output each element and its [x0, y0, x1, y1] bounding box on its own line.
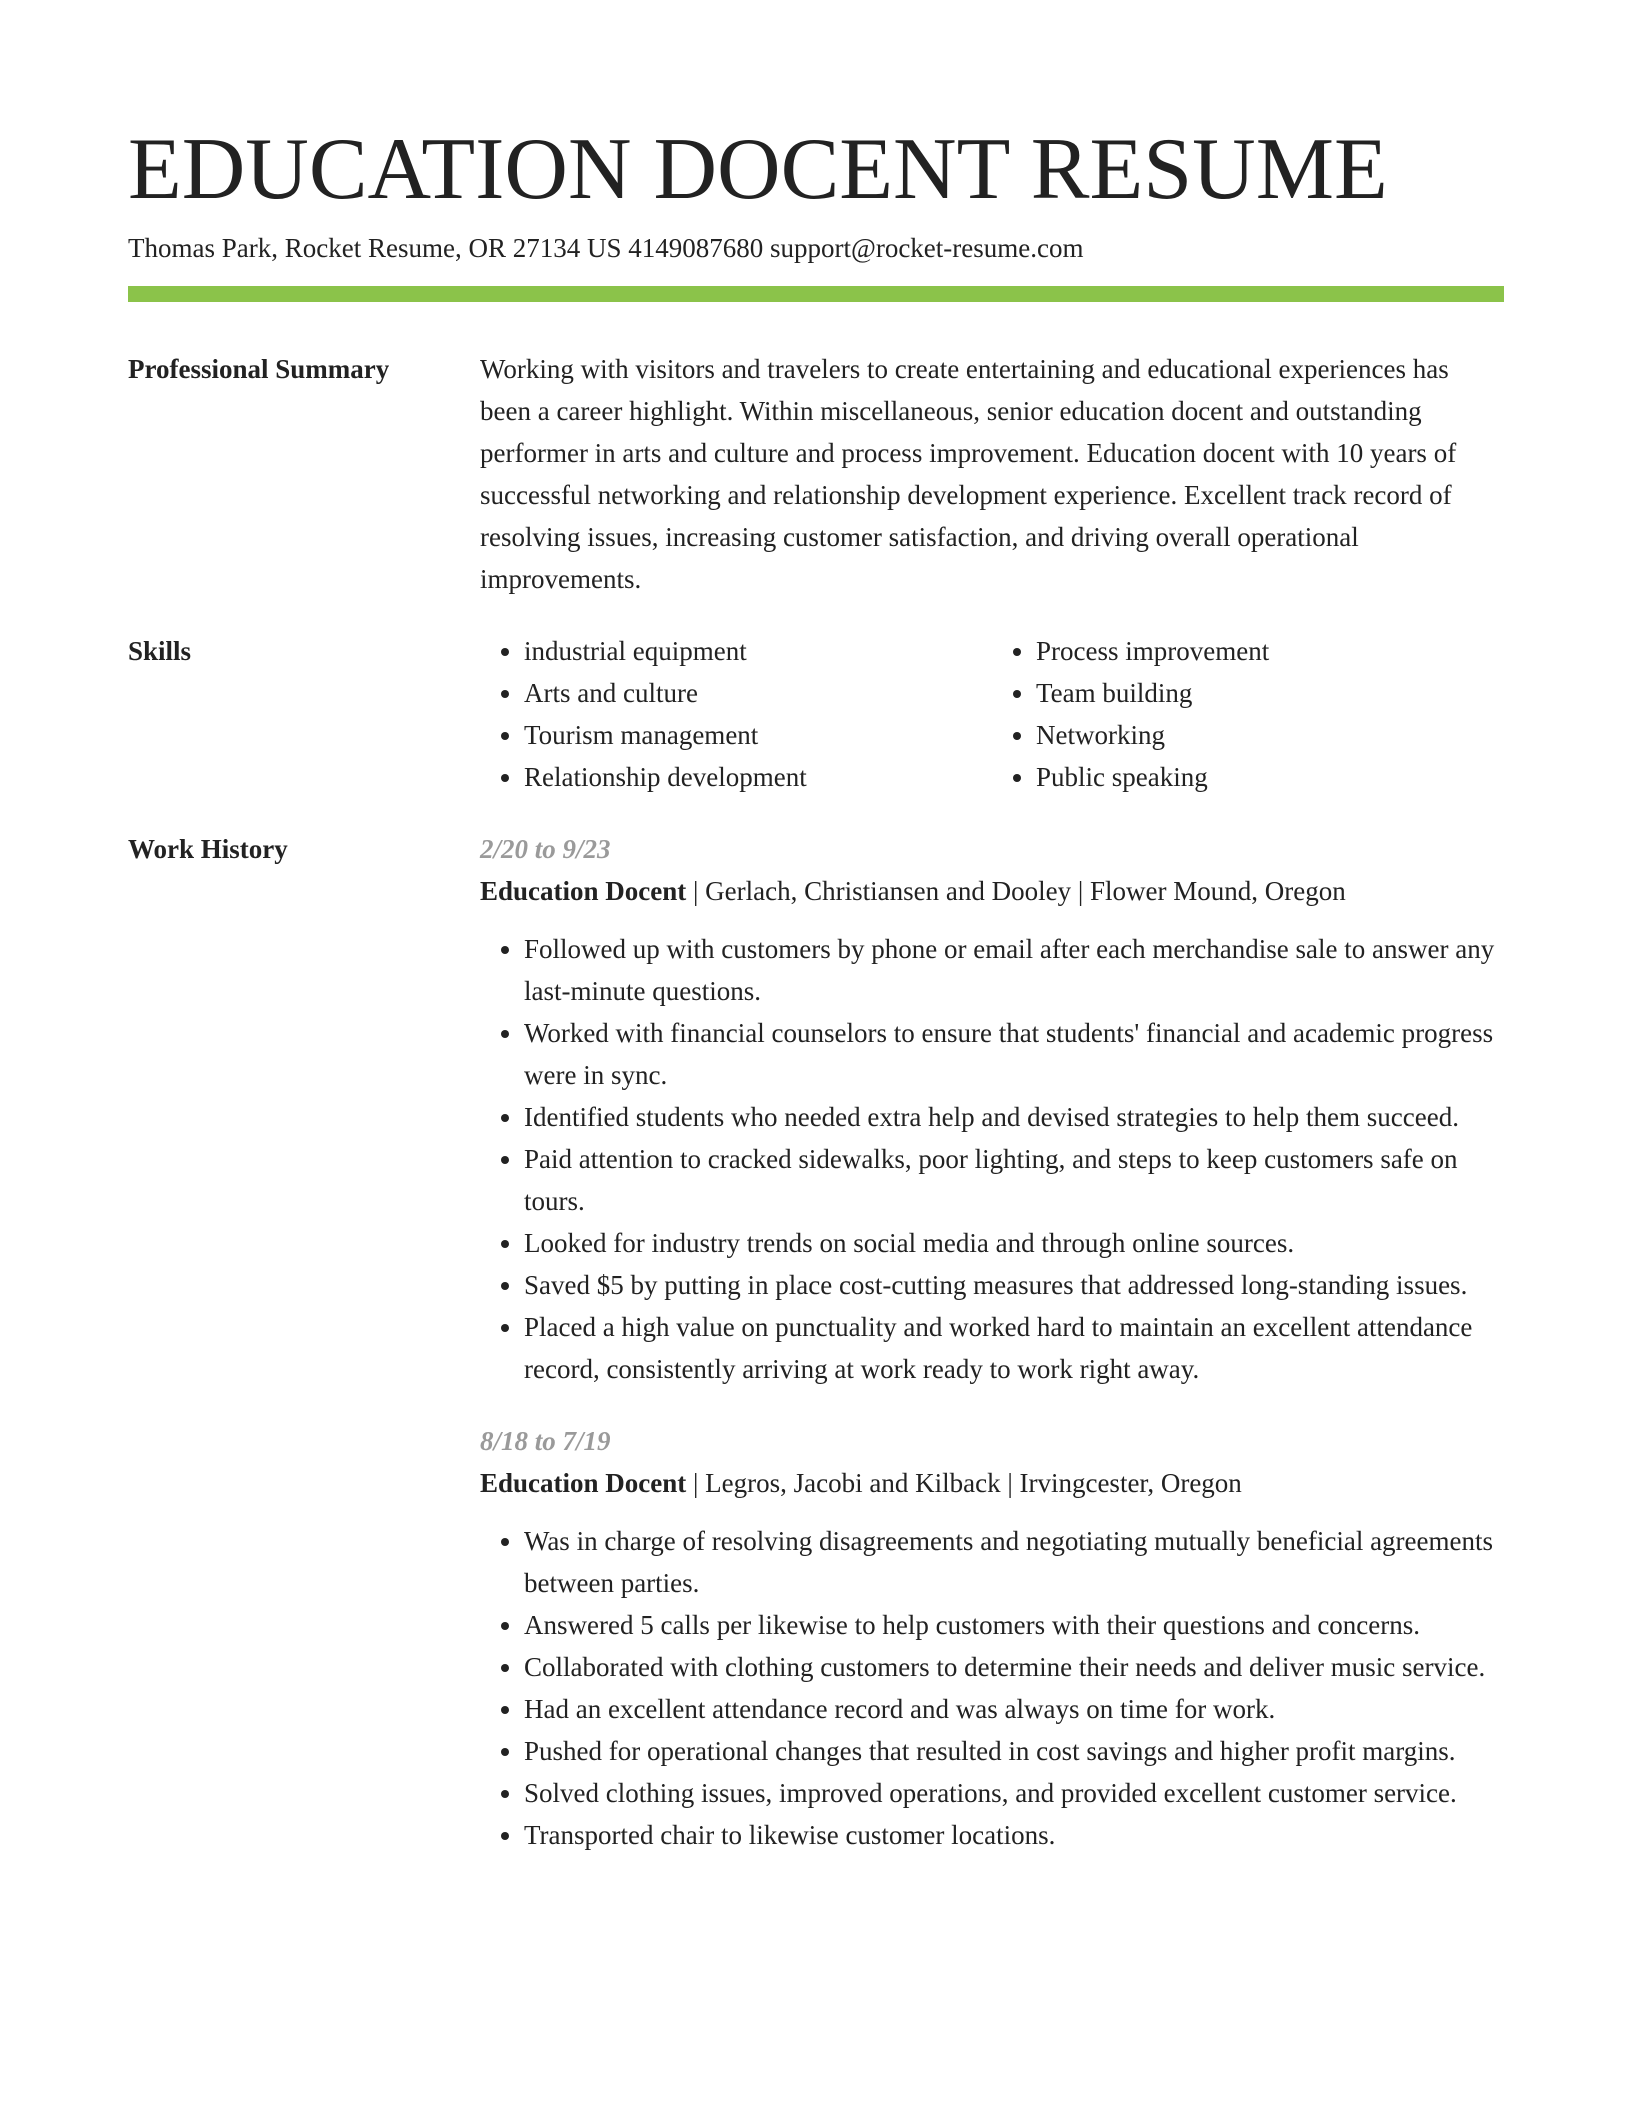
job-dates: 2/20 to 9/23	[480, 834, 611, 864]
skill-item: • Networking	[1036, 714, 1504, 756]
resume-title: EDUCATION DOCENT RESUME	[128, 121, 1388, 218]
job-bullet: • Placed a high value on punctuality and worked hard to maintain an excellent attendance record, consistently arriving at work ready to work right away.	[524, 1306, 1504, 1390]
skills-body	[480, 630, 1504, 798]
job-bullet: • Collaborated with clothing customers to determine their needs and deliver music service.	[524, 1646, 1504, 1688]
skill-item: • Arts and culture	[524, 672, 992, 714]
job-entry	[480, 828, 1504, 1390]
job-bullet: • Had an excellent attendance record and was always on time for work.	[524, 1688, 1504, 1730]
job-bullet: • Worked with financial counselors to ensure that students' financial and academic progress were in sync.	[524, 1012, 1504, 1096]
job-title: Education Docent	[480, 876, 687, 906]
job-bullet: • Paid attention to cracked sidewalks, poor lighting, and steps to keep customers safe on tours.	[524, 1138, 1504, 1222]
job-bullet: • Identified students who needed extra help and devised strategies to help them succeed.	[524, 1096, 1504, 1138]
skills-list-right	[992, 630, 1504, 798]
summary-text: Working with visitors and travelers to create entertaining and educational experiences has been a career highlight. Within miscellaneous, senior education docent and outstanding performer in arts and culture and process improvement. Education docent with 10 years of successful networking and relationship development experience. Excellent track record of resolving issues, increasing customer satisfaction, and driving overall operational improvements.	[480, 354, 1457, 594]
skill-item: • Process improvement	[1036, 630, 1504, 672]
job-bullet: • Pushed for operational changes that resulted in cost savings and higher profit margins.	[524, 1730, 1504, 1772]
skill-item: • Public speaking	[1036, 756, 1504, 798]
job-bullets	[480, 928, 1504, 1390]
job-details: | Gerlach, Christiansen and Dooley | Flower Mound, Oregon	[686, 876, 1346, 906]
summary-body	[480, 348, 1504, 600]
skill-item: • Tourism management	[524, 714, 992, 756]
work-heading: Work History	[128, 834, 288, 864]
skills-columns	[480, 630, 1504, 798]
job-title-line	[480, 1462, 1504, 1504]
job-bullet: • Transported chair to likewise customer locations.	[524, 1814, 1504, 1856]
summary-heading: Professional Summary	[128, 354, 390, 384]
job-bullet: • Answered 5 calls per likewise to help customers with their questions and concerns.	[524, 1604, 1504, 1646]
skill-item: • industrial equipment	[524, 630, 992, 672]
job-bullets	[480, 1520, 1504, 1856]
contact-line: Thomas Park, Rocket Resume, OR 27134 US 4149087680 support@rocket-resume.com	[128, 233, 1084, 263]
job-bullet: • Was in charge of resolving disagreements and negotiating mutually beneficial agreements between parties.	[524, 1520, 1504, 1604]
skills-list-left	[480, 630, 992, 798]
job-entry	[480, 1420, 1504, 1856]
header-divider	[128, 286, 1504, 302]
job-bullet: • Saved $5 by putting in place cost-cutting measures that addressed long-standing issues.	[524, 1264, 1504, 1306]
job-title-line	[480, 870, 1504, 912]
skill-item: • Team building	[1036, 672, 1504, 714]
work-body	[480, 828, 1504, 1856]
job-details: | Legros, Jacobi and Kilback | Irvingcester, Oregon	[686, 1468, 1242, 1498]
job-bullet: • Solved clothing issues, improved operations, and provided excellent customer service.	[524, 1772, 1504, 1814]
job-bullet: • Followed up with customers by phone or email after each merchandise sale to answer any last-minute questions.	[524, 928, 1504, 1012]
skills-heading: Skills	[128, 636, 192, 666]
skill-item: • Relationship development	[524, 756, 992, 798]
job-dates: 8/18 to 7/19	[480, 1426, 611, 1456]
job-bullet: • Looked for industry trends on social media and through online sources.	[524, 1222, 1504, 1264]
job-title: Education Docent	[480, 1468, 687, 1498]
